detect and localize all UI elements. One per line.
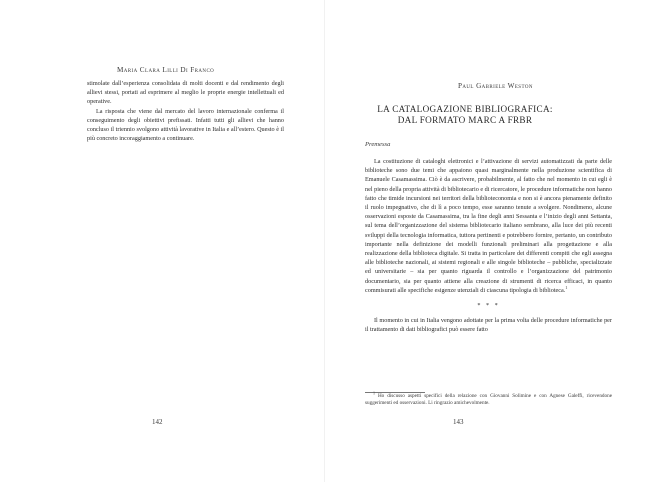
page-number: 143 bbox=[453, 418, 464, 426]
section-heading: Premessa bbox=[365, 141, 391, 148]
section-separator: * * * bbox=[477, 302, 500, 310]
right-page-body bbox=[365, 157, 612, 335]
left-page-body bbox=[87, 79, 284, 143]
paragraph-text: La costituzione di cataloghi elettronici e l’attivazione di servizi automatizzati da parte delle biblioteche sono due temi che appaiono quasi marginalmente nella produzione scientifica di Emanuele Casamassima. Ciò è da ascrivere, probabilmente, al fatto che nel momento in cui egli è nel pieno della propria attività di bibliotecario e di ricercatore, le procedure informatiche non hanno fatto che timide incursioni nei territori della biblioteconomia e non si è ancora pienamente definito il ruolo impegnativo, che di lì a poco tempo, esse saranno tenute a svolgere. Nondimeno, alcune osservazioni esposte da Casamassima, tra la fine degli anni Sessanta e l’inizio degli anni Settanta, sul tema dell’organizzazione del sistema bibliotecario italiano sembrano, alla luce dei più recenti sviluppi della tecnologia informatica, tuttora pertinenti e potrebbero fornire, pertanto, un contributo importante nella definizione dei modelli funzionali preliminari alla progettazione e alla realizzazione della biblioteca digitale. Si tratta in particolare dei differenti compiti che egli assegna alle biblioteche nazionali, ai sistemi regionali e alle singole biblioteche – pubbliche, specializzate ed universitarie – sia per quanto riguarda il controllo e l’organizzazione del patrimonio documentario, sia per quanto attiene alla creazione di strumenti di ricerca efficaci, in quanto commisurati alle specifiche esigenze utenziali di ciascuna tipologia di biblioteca. bbox=[365, 158, 612, 294]
right-paragraph-2: Il momento in cui in Italia vengono adottate per la prima volta delle procedure informatiche per il trattamento di dati bibliografici può essere fatto bbox=[365, 317, 612, 334]
left-paragraph-2: La risposta che viene dal mercato del lavoro internazionale conferma il conseguimento degli obiettivi prefissati. Infatti tutti gli allievi che hanno concluso il triennio svolgono attività lavorative in Italia e all’estero. Questo è il più concreto incoraggiamento a continuare. bbox=[87, 107, 284, 143]
footnote-text: Ho discusso aspetti specifici della relazione con Giovanni Solimine e con Agnese Galeffi, ricevendone suggerimenti ed osservazioni. Li ringrazio amichevolmente. bbox=[365, 393, 612, 407]
footnote-reference: 1 bbox=[565, 284, 568, 290]
right-page bbox=[325, 0, 650, 482]
running-head-author: Paul Gabriele Weston bbox=[458, 82, 533, 90]
page-number: 142 bbox=[152, 418, 163, 426]
footnote-number: 1 bbox=[373, 390, 375, 396]
chapter-title-line-2: DAL FORMATO MARC A FRBR bbox=[397, 115, 533, 125]
chapter-title-line-1: LA CATALOGAZIONE BIBLIOGRAFICA: bbox=[377, 104, 553, 114]
footnote bbox=[365, 390, 612, 408]
running-head-author: Maria Clara Lilli Di Franco bbox=[117, 66, 215, 74]
right-paragraph-1 bbox=[365, 157, 612, 295]
left-paragraph-1: stimolate dall’esperienza consolidata di molti docenti e dal rendimento degli allievi stessi, portati ad esprimere al meglio le proprie energie intellettuali ed operative. bbox=[87, 80, 284, 106]
chapter-title bbox=[365, 104, 565, 126]
